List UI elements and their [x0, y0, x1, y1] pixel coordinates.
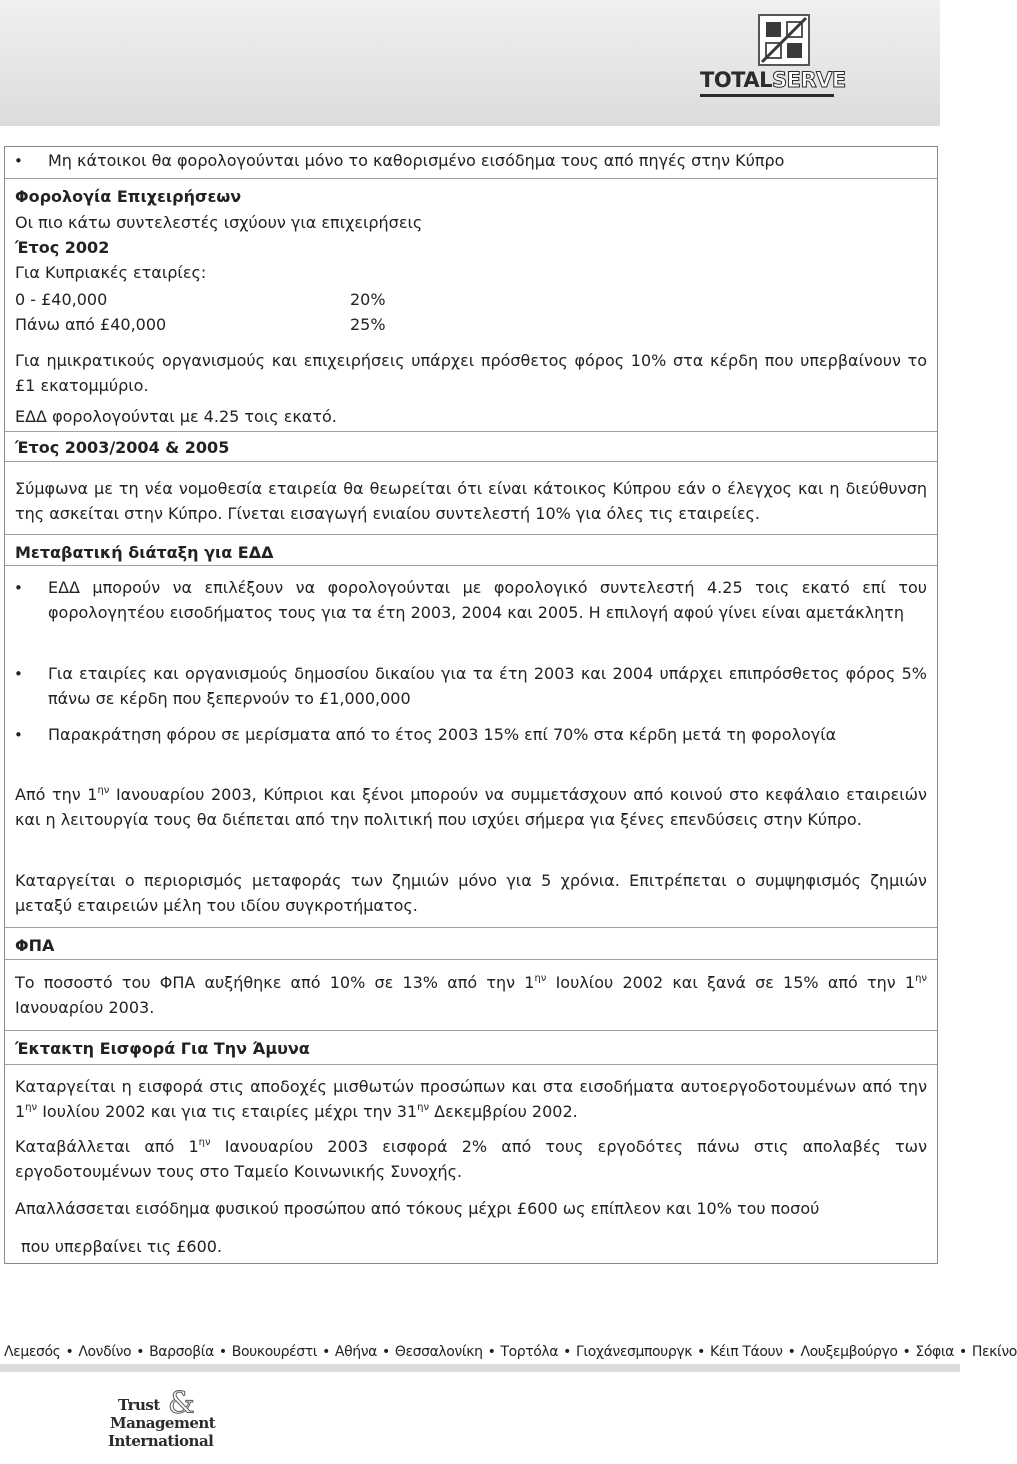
footer-cities	[4, 1342, 1017, 1362]
footer-separator-icon: •	[902, 1344, 911, 1360]
totalserve-wordmark: TOTALSERVE	[700, 68, 846, 92]
footer-separator-icon: •	[322, 1344, 330, 1360]
ordinal-superscript: ην	[25, 1101, 38, 1113]
footer-separator-icon: •	[697, 1344, 705, 1360]
corp-tax-header-row	[5, 178, 937, 209]
idd-rate-text: ΕΔΔ φορολογούνται με 4.25 τοις εκατό.	[15, 407, 337, 426]
footer-city: Λουξεμβούργο	[800, 1344, 898, 1360]
corp-rates-intro: Οι πιο κάτω συντελεστές ισχύουν για επιχειρήσεις	[15, 213, 423, 232]
footer-city: Σόφια	[915, 1344, 955, 1360]
footer-separator-icon: •	[382, 1344, 390, 1360]
ordinal-superscript: ην	[534, 973, 547, 984]
defence-abolition-paragraph: Καταργείται η εισφορά στις αποδοχές μισθωτών προσώπων και στα εισοδήματα αυτοεργοδοτουμένων από την $1^{\eta\nu}$ Ιουλίου 2002 και για τις εταιρίες μέχρι την $31^{\eta\nu}$ Δεκεμβρίου 2002.	[15, 1077, 927, 1121]
year-2002-heading: Έτος 2002	[15, 238, 110, 257]
interest-exemption-line-1: Απαλλάσσεται εισόδημα φυσικού προσώπου από τόκους μέχρι £600 ως επίπλεον και 10% του ποσού	[15, 1199, 820, 1218]
trust-management-international-logo	[108, 1386, 228, 1456]
logo-word-management: Management	[110, 1414, 216, 1432]
band1-range: 0 - £40,000	[15, 290, 108, 309]
content-box	[4, 146, 938, 1264]
footer-separator-icon: •	[959, 1344, 967, 1360]
totalserve-logo	[694, 14, 854, 98]
logo-ampersand: &	[168, 1386, 195, 1421]
defence-header-row	[5, 1030, 937, 1065]
ordinal-superscript: ην	[915, 973, 927, 984]
intro-bullet-row	[5, 147, 937, 177]
band2-rate: 25%	[350, 315, 386, 334]
losses-paragraph: Καταργείται ο περιορισμός μεταφοράς των ζημιών μόνο για 5 χρόνια. Επιτρέπεται ο συμψηφισμός ζημιών μεταξύ εταιρειών μέλη του ιδίου συγκροτήματος.	[15, 871, 927, 915]
defence-title: Έκτακτη Εισφορά Για Την Άμυνα	[15, 1039, 310, 1058]
year-2003-rule	[5, 461, 937, 462]
cypriot-companies-label: Για Κυπριακές εταιρίες:	[15, 263, 207, 282]
transition-header-row	[5, 534, 937, 565]
ordinal-superscript: ην	[97, 785, 110, 796]
footer-city: Βουκουρέστι	[231, 1344, 318, 1360]
year-2003-heading: Έτος 2003/2004 & 2005	[15, 438, 230, 457]
transition-title: Μεταβατική διάταξη για ΕΔΔ	[15, 543, 274, 562]
logo-word-international: International	[108, 1432, 214, 1450]
footer-city: Πεκίνο	[971, 1344, 1017, 1360]
interest-exemption-line-2: που υπερβαίνει τις £600.	[21, 1237, 223, 1256]
footer-separator-icon: •	[563, 1344, 571, 1360]
footer-separator-icon: •	[487, 1344, 496, 1360]
footer-separator-icon: •	[136, 1344, 145, 1360]
footer-city: Λεμεσός	[4, 1344, 61, 1360]
totalserve-logo-mark-icon	[758, 14, 810, 66]
transition-rule	[5, 565, 937, 566]
footer-city: Λονδίνο	[78, 1344, 132, 1360]
corp-tax-title: Φορολογία Επιχειρήσεων	[15, 187, 242, 206]
bullet-icon: •	[14, 152, 23, 170]
year-2003-header-row	[5, 431, 937, 462]
bullet-icon: •	[14, 579, 23, 597]
defence-rule	[5, 1064, 937, 1065]
footer-city: Αθήνα	[334, 1344, 377, 1360]
joint-investment-paragraph: Από την $1^{\eta\nu}$ Ιανουαρίου 2003, Κύπριοι και ξένοι μπορούν να συμμετάσχουν από κοινού στο κεφάλαιο εταιρειών και η λειτουργία τους θα διέπεται από την πολιτική που ισχύει σήμερα για ξένες επενδύσεις στην Κύπρο.	[15, 785, 927, 829]
vat-paragraph: Το ποσοστό του ΦΠΑ αυξήθηκε από 10% σε 13% από την $1^{\eta\nu}$ Ιουλίου 2002 και ξανά σε 15% από την $1^{\eta\nu}$ Ιανουαρίου 2003.	[15, 973, 927, 1017]
footer-city: Τορτόλα	[500, 1344, 559, 1360]
footer-separator-icon: •	[218, 1344, 227, 1360]
footer-separator-icon: •	[787, 1344, 796, 1360]
logo-underline	[700, 94, 834, 97]
ordinal-superscript: ην	[417, 1101, 430, 1113]
social-cohesion-paragraph: Καταβάλλεται από $1^{\eta\nu}$ Ιανουαρίου 2003 εισφορά 2% από τους εργοδότες πάνω στις απολαβές των εργοδοτουμένων τους στο Ταμείο Κοινωνικής Συνοχής.	[15, 1137, 927, 1181]
vat-header-row	[5, 927, 937, 960]
ordinal-superscript: ην	[198, 1137, 211, 1148]
footer-city: Θεσσαλονίκη	[394, 1344, 483, 1360]
footer-rule	[0, 1364, 960, 1372]
transition-bullet-2-text: Για εταιρίες και οργανισμούς δημοσίου δικαίου για τα έτη 2003 και 2004 υπάρχει επιπρόσθετος φόρος 5% πάνω σε κέρδη που ξεπερνούν το £1,000,000	[48, 664, 927, 708]
semi-government-paragraph: Για ημικρατικούς οργανισμούς και επιχειρήσεις υπάρχει πρόσθετος φόρος 10% στα κέρδη που υπερβαίνουν το £1 εκατομμύριο.	[15, 351, 927, 395]
bullet-icon: •	[14, 726, 23, 744]
footer-city: Βαρσοβία	[149, 1344, 214, 1360]
transition-bullet-1-text: ΕΔΔ μπορούν να επιλέξουν να φορολογούνται με φορολογικό συντελεστή 4.25 τοις εκατό επί του φορολογητέου εισοδήματος τους για τα έτη 2003, 2004 και 2005. Η επιλογή αφού γίνει είναι αμετάκλητη	[48, 578, 927, 622]
bullet-icon: •	[14, 665, 23, 683]
vat-title: ΦΠΑ	[15, 936, 55, 955]
footer-separator-icon: •	[65, 1344, 74, 1360]
footer-city: Γιοχάνεσμπουργκ	[576, 1344, 693, 1360]
logo-word-trust: Trust	[118, 1396, 160, 1414]
transition-bullet-3-text: Παρακράτηση φόρου σε μερίσματα από το έτος 2003 15% επί 70% στα κέρδη μετά τη φορολογία	[48, 725, 837, 744]
vat-rule	[5, 959, 937, 960]
band2-range: Πάνω από £40,000	[15, 315, 167, 334]
residence-paragraph: Σύμφωνα με τη νέα νομοθεσία εταιρεία θα θεωρείται ότι είναι κάτοικος Κύπρου εάν ο έλεγχος και η διεύθυνση της ασκείται στην Κύπρο. Γίνεται εισαγωγή ενιαίου συντελεστή 10% για όλες τις εταιρείες.	[15, 479, 927, 523]
footer-city: Κέιπ Τάουν	[709, 1344, 783, 1360]
intro-bullet-text: Μη κάτοικοι θα φορολογούνται μόνο το καθορισμένο εισόδημα τους από πηγές στην Κύπρο	[48, 151, 785, 170]
band1-rate: 20%	[350, 290, 386, 309]
